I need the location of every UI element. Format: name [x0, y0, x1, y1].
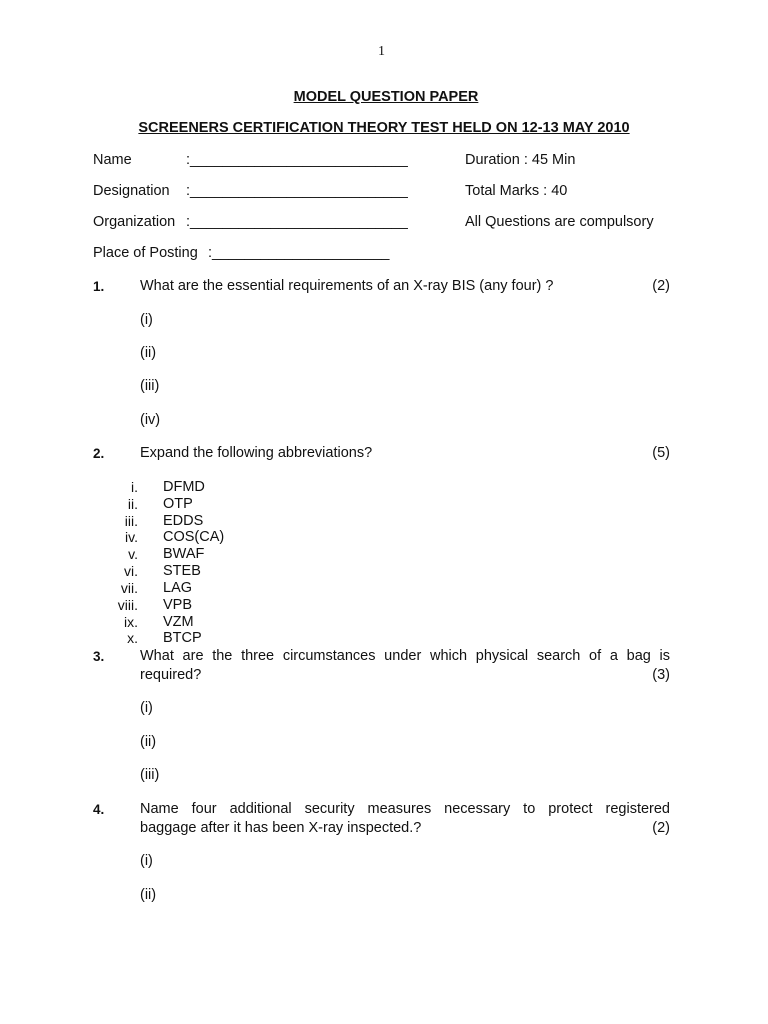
- posting-field[interactable]: :______________________: [208, 245, 390, 261]
- total-marks-info: Total Marks : 40: [465, 183, 568, 199]
- abbreviation-item: VPB: [163, 597, 193, 613]
- list-numeral: i.: [131, 479, 138, 495]
- posting-label: Place of Posting: [93, 245, 198, 261]
- answer-line: (iii): [140, 378, 160, 394]
- answer-line: (i): [140, 312, 153, 328]
- list-numeral: v.: [128, 546, 138, 562]
- name-label: Name: [93, 152, 132, 168]
- compulsory-info: All Questions are compulsory: [465, 214, 654, 230]
- abbreviation-item: VZM: [163, 614, 194, 630]
- question-3-marks: (3): [652, 667, 670, 683]
- answer-line: (ii): [140, 887, 157, 903]
- question-2-marks: (5): [652, 445, 670, 461]
- question-1-marks: (2): [652, 278, 670, 294]
- page-number: 1: [378, 44, 385, 59]
- list-numeral: iii.: [124, 513, 138, 529]
- name-field[interactable]: :___________________________: [186, 152, 408, 168]
- list-numeral: ii.: [127, 496, 138, 512]
- organization-label: Organization: [93, 214, 176, 230]
- question-3-text-line2: required?: [140, 667, 202, 683]
- answer-line: (ii): [140, 734, 157, 750]
- list-numeral: vi.: [124, 563, 138, 579]
- designation-field[interactable]: :___________________________: [186, 183, 408, 199]
- abbreviation-item: DFMD: [163, 479, 205, 495]
- answer-line: (iii): [140, 767, 160, 783]
- list-numeral: ix.: [124, 614, 138, 630]
- list-numeral: x.: [127, 630, 138, 646]
- abbreviation-item: BWAF: [163, 546, 205, 562]
- organization-field[interactable]: :___________________________: [186, 214, 408, 230]
- question-3-text-line1: What are the three circumstances under which physical search of a bag is: [140, 648, 670, 664]
- duration-info: Duration : 45 Min: [465, 152, 576, 168]
- designation-label: Designation: [93, 183, 170, 199]
- abbreviation-item: OTP: [163, 496, 193, 512]
- question-1-text: What are the essential requirements of an X-ray BIS (any four) ?: [140, 278, 554, 294]
- question-4-number: 4.: [93, 802, 105, 817]
- abbreviation-item: LAG: [163, 580, 193, 596]
- paper-subtitle: SCREENERS CERTIFICATION THEORY TEST HELD ON 12-13 MAY 2010: [138, 120, 630, 136]
- answer-line: (iv): [140, 412, 161, 428]
- question-4-text-line2: baggage after it has been X-ray inspected.?: [140, 820, 422, 836]
- abbreviation-item: BTCP: [163, 630, 202, 646]
- abbreviation-item: EDDS: [163, 513, 204, 529]
- list-numeral: vii.: [120, 580, 138, 596]
- question-3-number: 3.: [93, 649, 105, 664]
- question-4-text-line1: Name four additional security measures necessary to protect registered: [140, 801, 670, 817]
- abbreviation-item: COS(CA): [163, 529, 225, 545]
- question-2-text: Expand the following abbreviations?: [140, 445, 373, 461]
- question-2-number: 2.: [93, 446, 105, 461]
- paper-title: MODEL QUESTION PAPER: [293, 89, 479, 105]
- answer-line: (i): [140, 700, 153, 716]
- abbreviation-item: STEB: [163, 563, 201, 579]
- list-numeral: viii.: [117, 597, 138, 613]
- question-1-number: 1.: [93, 279, 105, 294]
- list-numeral: iv.: [125, 529, 138, 545]
- answer-line: (i): [140, 853, 153, 869]
- answer-line: (ii): [140, 345, 157, 361]
- question-4-marks: (2): [652, 820, 670, 836]
